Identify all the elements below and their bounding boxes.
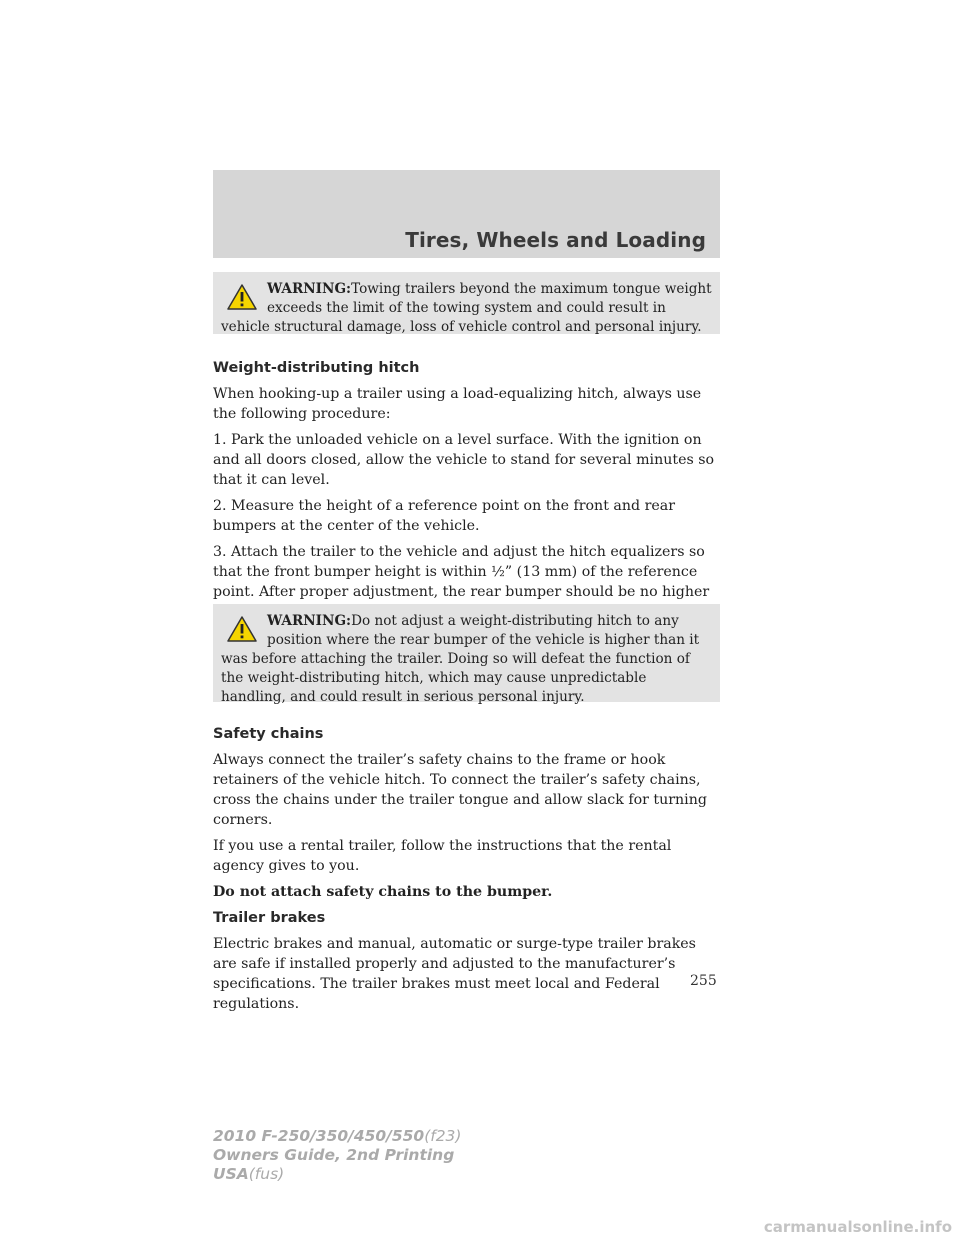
paragraph-step-2: 2. Measure the height of a reference point on the front and rear bumpers at the center of the vehicle. [213, 498, 676, 534]
warning-triangle-icon [227, 616, 257, 642]
footer-region-code: (fus) [248, 1165, 285, 1183]
warning-triangle-icon [227, 284, 257, 310]
warning-text: Do not adjust a weight-distributing hitch to any [351, 613, 679, 629]
footer-publication-info [213, 1127, 461, 1184]
paragraph-trailer-brakes: Electric brakes and manual, automatic or surge-type trailer brakes are safe if installed properly and adjusted to the manufacturer’s specifications. The trailer brakes must meet local and Federal regulations. [213, 936, 696, 1012]
warning-box-hitch-adjust [213, 604, 720, 705]
section-header-band [213, 170, 720, 258]
paragraph-safety-chains-2: If you use a rental trailer, follow the instructions that the rental agency gives to you. [213, 838, 672, 874]
warning-line [221, 280, 712, 299]
footer-line-2: Owners Guide, 2nd Printing [213, 1146, 455, 1164]
heading-safety-chains: Safety chains [213, 726, 324, 742]
page-number: 255 [690, 973, 717, 989]
paragraph-step-3: 3. Attach the trailer to the vehicle and adjust the hitch equalizers so that the front bumper height is within ½” (13 mm) of the reference point. After proper adjustment, the rear bumper should be no higher [213, 544, 710, 600]
main-content-lower [213, 724, 720, 1020]
footer-model-code: (f23) [424, 1127, 462, 1145]
heading-trailer-brakes: Trailer brakes [213, 910, 326, 926]
warning-text: Towing trailers beyond the maximum tongue weight [351, 281, 712, 297]
warning-label: WARNING: [267, 281, 352, 297]
section-title: Tires, Wheels and Loading [405, 228, 706, 252]
warning-line [221, 612, 712, 631]
main-content-upper [213, 358, 720, 628]
warning-text-rest: vehicle structural damage, loss of vehicle control and personal injury. [221, 319, 702, 335]
heading-weight-distributing-hitch: Weight-distributing hitch [213, 360, 420, 376]
footer-region: USA [213, 1165, 249, 1183]
watermark-text: carmanualsonline.info [763, 1218, 952, 1236]
footer-line-3 [213, 1165, 461, 1184]
warning-label: WARNING: [267, 613, 352, 629]
warning-line: exceeds the limit of the towing system and could result in [267, 300, 666, 316]
paragraph-intro: When hooking-up a trailer using a load-equalizing hitch, always use the following procedure: [213, 386, 702, 422]
paragraph-step-1: 1. Park the unloaded vehicle on a level surface. With the ignition on and all doors closed, allow the vehicle to stand for several minutes so that it can level. [213, 432, 715, 488]
warning-box-tongue-weight [213, 272, 720, 334]
footer-model: 2010 F-250/350/450/550 [213, 1127, 425, 1145]
bold-note: Do not attach safety chains to the bumper. [213, 884, 553, 900]
footer-line-1 [213, 1127, 461, 1146]
paragraph-safety-chains-1: Always connect the trailer’s safety chains to the frame or hook retainers of the vehicle hitch. To connect the trailer’s safety chains, cross the chains under the trailer tongue and allow slack for turning corners. [213, 752, 707, 828]
warning-text-rest: was before attaching the trailer. Doing so will defeat the function of the weight-distributing hitch, which may cause unpredictable handling, and could result in serious personal injury. [221, 651, 690, 705]
warning-line: position where the rear bumper of the vehicle is higher than it [267, 632, 700, 648]
